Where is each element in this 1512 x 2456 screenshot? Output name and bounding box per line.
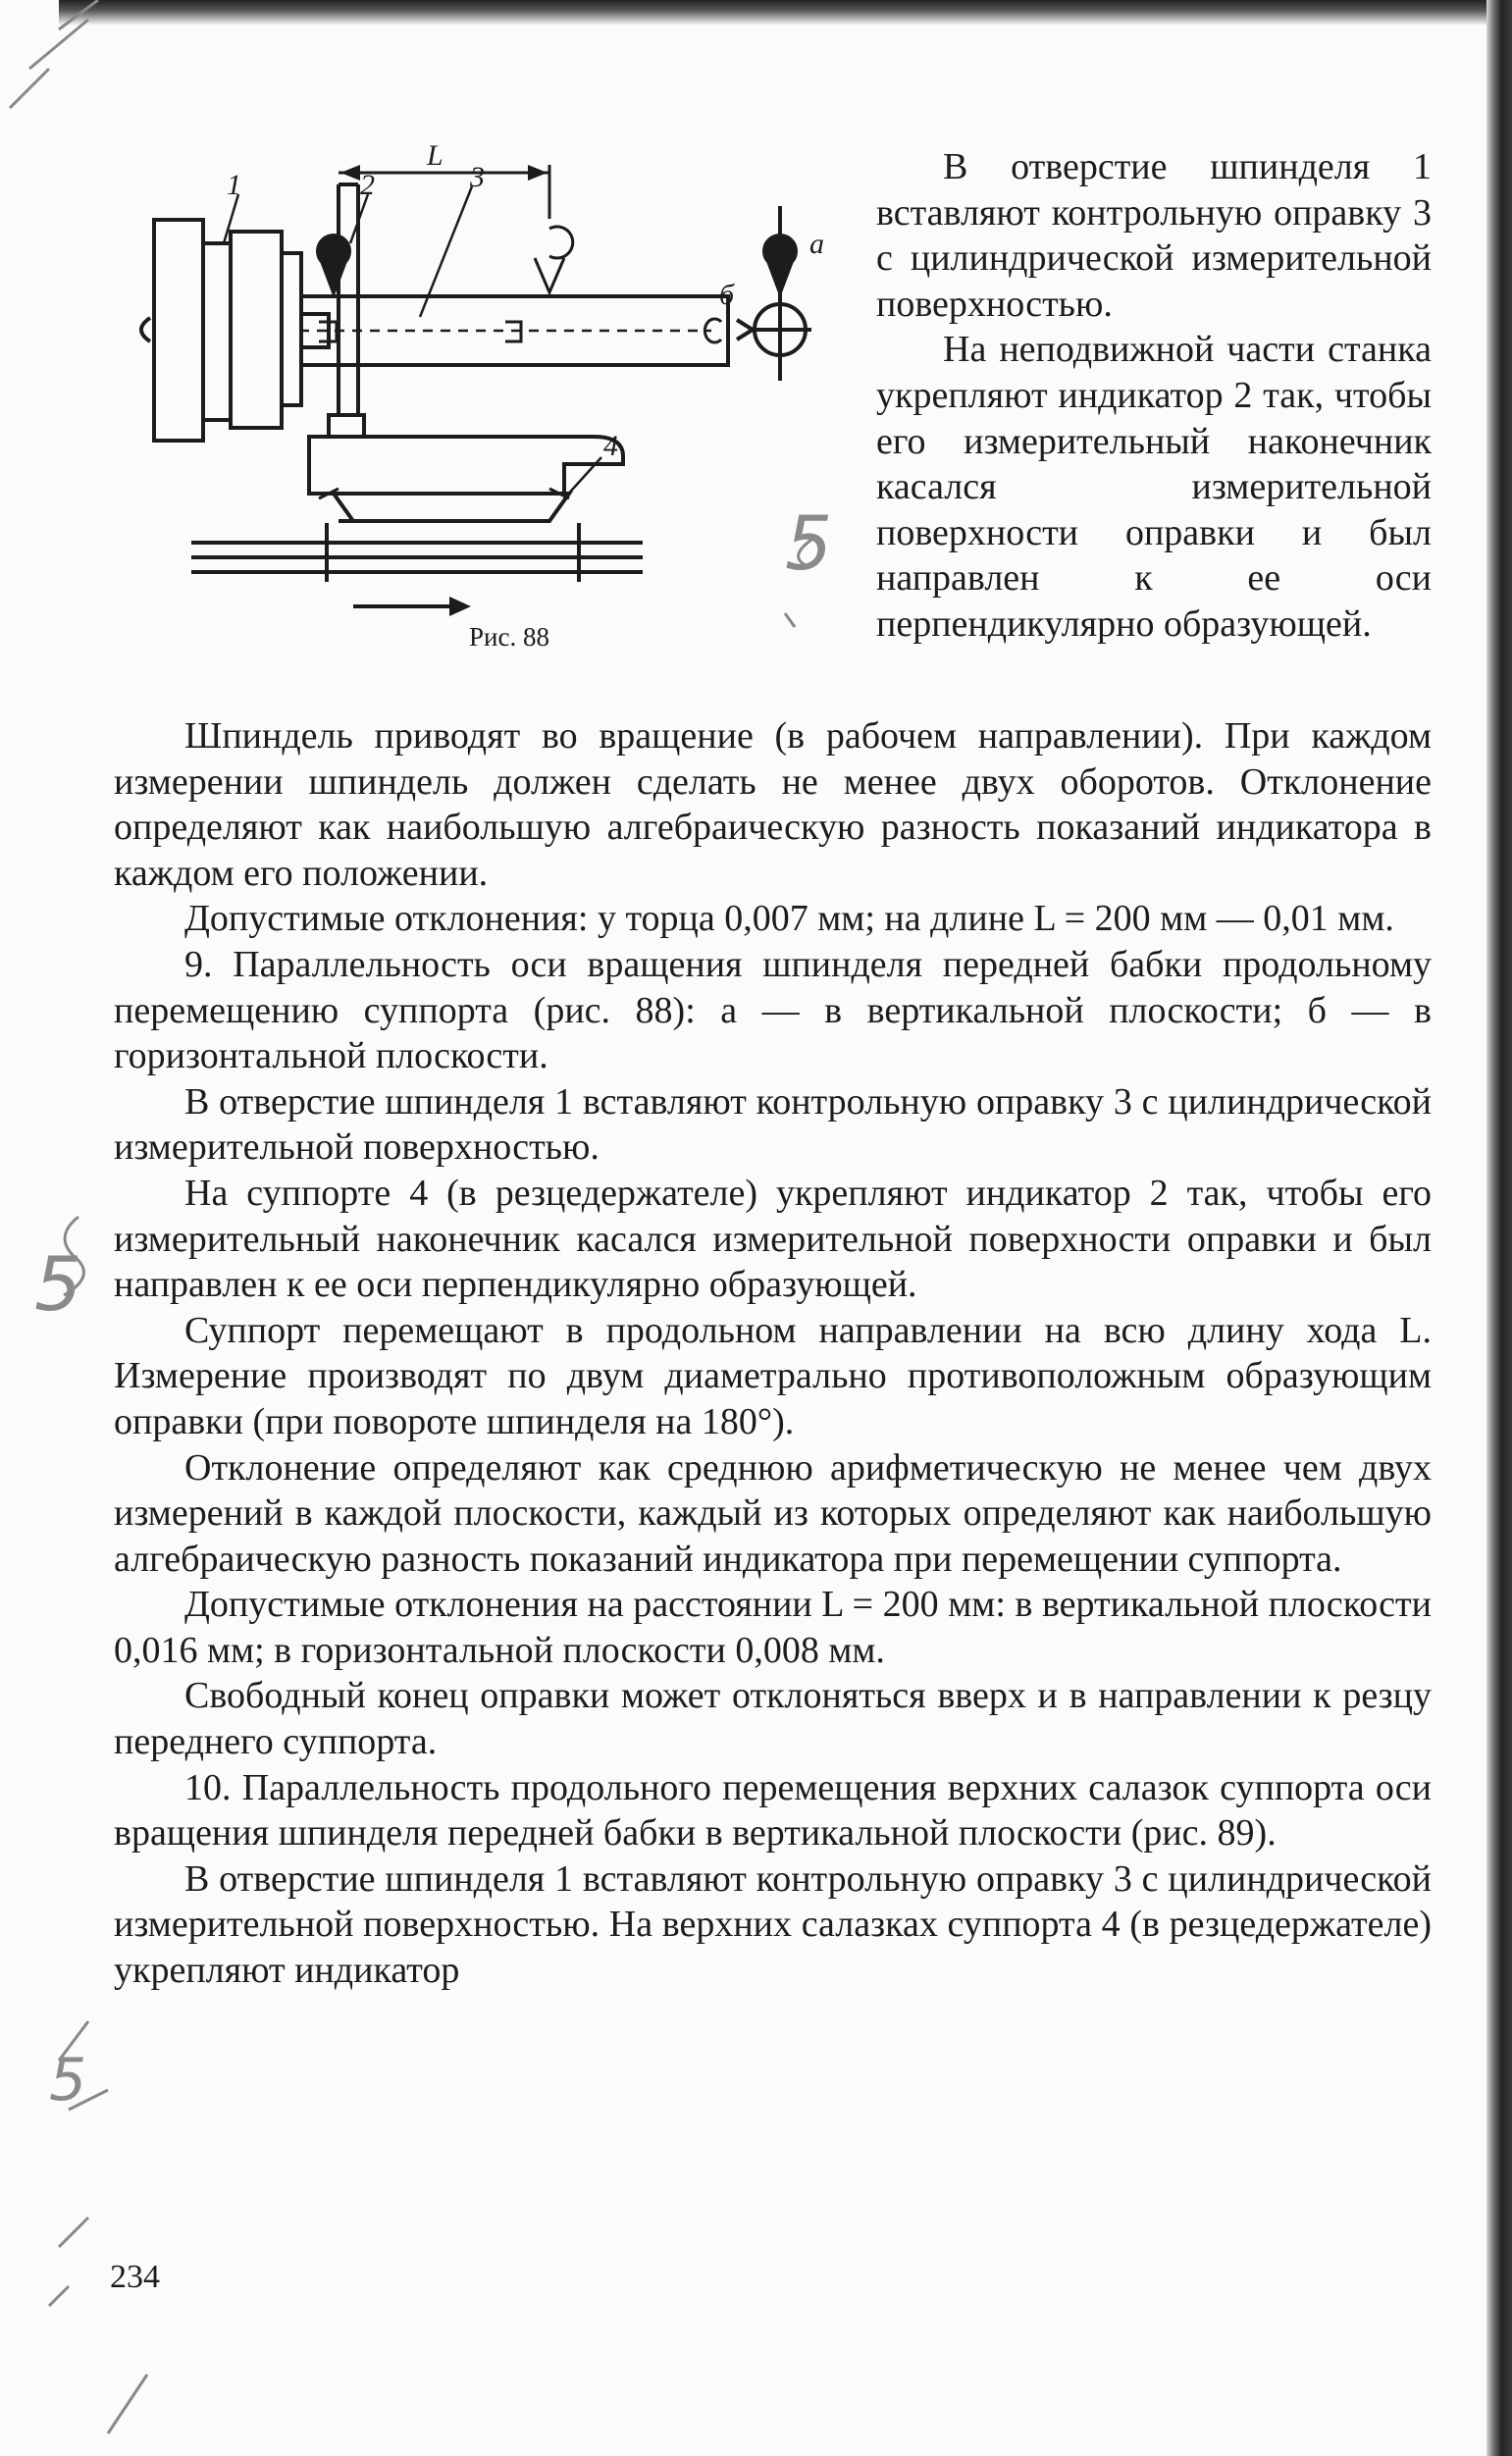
paragraph: В отверстие шпинделя 1 вставляют контрольную оправку 3 с цилиндрической измерительной поверхностью. (114, 1080, 1432, 1169)
main-text (114, 713, 1432, 1994)
paragraph: Отклонение определяют как среднюю арифметическую не менее чем двух измерений в каждой плоскости, каждый из которых определяют как наибольшую алгебраическую разность показаний индикатора при перемещении суппорта. (114, 1446, 1432, 1580)
handwritten-mark: 5 (49, 2046, 87, 2115)
paragraph: Шпиндель приводят во вращение (в рабочем направлении). При каждом измерении шпиндель должен сделать не менее двух оборотов. Отклонение определяют как наибольшую алгебраическую разность показаний индикатора в каждом его положении. (114, 715, 1432, 894)
fig-label-4: 4 (603, 430, 618, 462)
handwritten-mark: 5 (34, 1240, 82, 1328)
paragraph: 10. Параллельность продольного перемещения верхних салазок суппорта оси вращения шпинделя передней бабки в вертикальной плоскости (рис. 89). (114, 1766, 1432, 1855)
side-column-text (876, 144, 1432, 648)
paragraph: В отверстие шпинделя 1 вставляют контрольную оправку 3 с цилиндрической измерительной поверхностью. На верхних салазках суппорта 4 (в резцедержателе) укрепляют индикатор (114, 1857, 1432, 1992)
handwritten-mark: 5 (785, 499, 833, 587)
fig-label-b: б (719, 279, 735, 311)
paragraph: На суппорте 4 (в резцедержателе) укрепляют индикатор 2 так, чтобы его измерительный наконечник касался измерительной поверхности оправки и был направлен к ее оси перпендикулярно образующей. (114, 1172, 1432, 1306)
fig-label-3: 3 (470, 161, 485, 193)
figure-caption: Рис. 88 (469, 622, 549, 652)
paragraph: Суппорт перемещают в продольном направлении на всю длину хода L. Измерение производят по двум диаметрально противоположным образующим оправки (при повороте шпинделя на 180°). (114, 1309, 1432, 1442)
fig-label-1: 1 (227, 169, 241, 201)
fig-label-a: а (809, 228, 824, 260)
paragraph: Свободный конец оправки может отклоняться вверх и в направлении к резцу переднего суппорта. (114, 1675, 1432, 1763)
scan-top-shadow (59, 0, 1511, 26)
paragraph: Допустимые отклонения: у торца 0,007 мм; на длине L = 200 мм — 0,01 мм. (184, 898, 1394, 940)
paragraph: 9. Параллельность оси вращения шпинделя передней бабки продольному перемещению суппорта (рис. 88): а — в вертикальной плоскости; б — в горизонтальной плоскости. (114, 943, 1432, 1077)
fig-label-2: 2 (360, 169, 375, 201)
side-paragraph: На неподвижной части станка укрепляют индикатор 2 так, чтобы его измерительный наконечник касался измерительной поверхности оправки и был направлен к ее оси перпендикулярно образующей. (876, 329, 1432, 645)
figure-88 (132, 145, 888, 675)
fig-label-L: L (427, 145, 443, 172)
paragraph: Допустимые отклонения на расстоянии L = 200 мм: в вертикальной плоскости 0,016 мм; в горизонтальной плоскости 0,008 мм. (114, 1584, 1432, 1671)
page-number: 234 (110, 2259, 160, 2295)
scan-binding-edge (1486, 0, 1512, 2456)
side-paragraph: В отверстие шпинделя 1 вставляют контрольную оправку 3 с цилиндрической измерительной поверхностью. (876, 146, 1432, 325)
